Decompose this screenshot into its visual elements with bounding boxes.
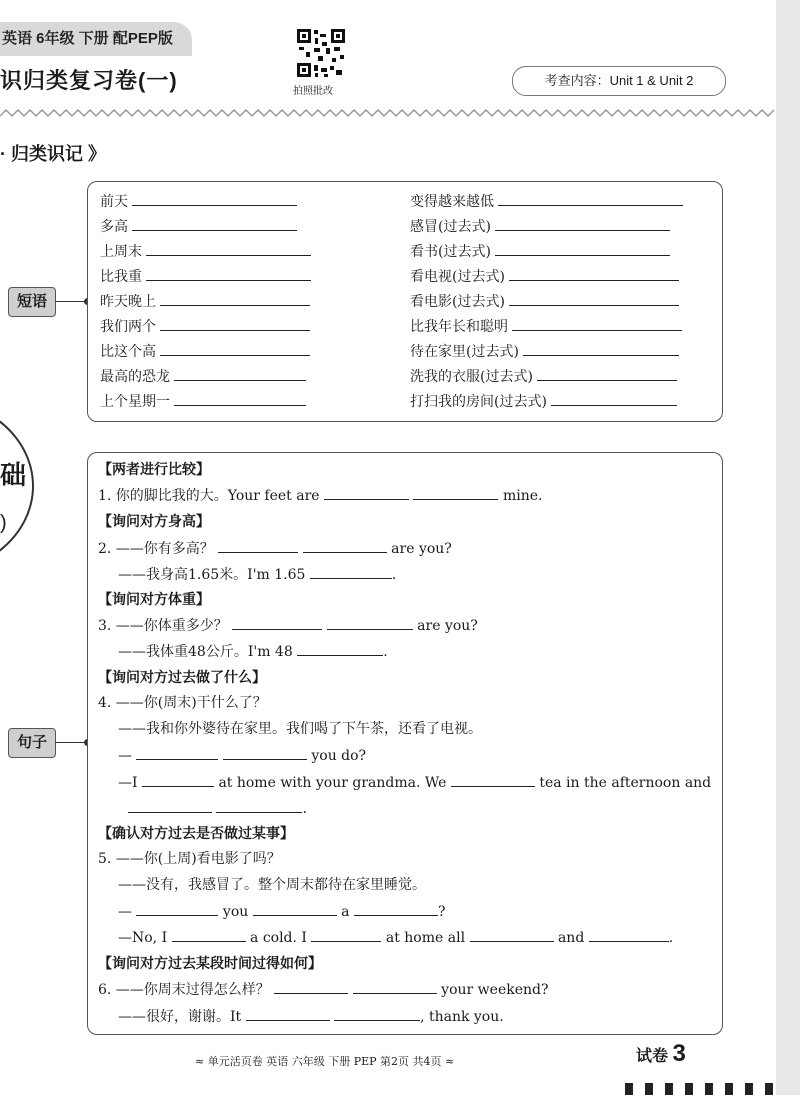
phrase-right-9: 打扫我的房间(过去式) <box>410 389 677 413</box>
answer-blank[interactable] <box>311 925 381 942</box>
answer-blank[interactable] <box>495 239 670 256</box>
answer-blank[interactable] <box>451 770 535 787</box>
answer-blank[interactable] <box>146 239 311 256</box>
answer-blank[interactable] <box>223 743 307 760</box>
phrase-left-9: 上个星期一 <box>100 389 306 413</box>
page-number: 3 <box>672 1040 686 1067</box>
side-paren: ) <box>0 512 7 534</box>
phrase-left-8: 最高的恐龙 <box>100 364 306 388</box>
answer-blank[interactable] <box>246 1004 330 1021</box>
phrase-right-1: 变得越来越低 <box>410 189 683 213</box>
answer-blank[interactable] <box>523 339 679 356</box>
zigzag-divider <box>0 96 800 124</box>
category-label: 【询问对方过去某段时间过得如何】 <box>98 955 322 971</box>
answer-blank[interactable] <box>297 639 383 656</box>
page-label-text: 试卷 <box>636 1048 669 1065</box>
answer-blank[interactable] <box>509 289 679 306</box>
phrase-left-5: 昨天晚上 <box>100 289 310 313</box>
phrase-left-4: 比我重 <box>100 264 311 288</box>
sentence-6a: 6. ——你周末过得怎么样？ your weekend? <box>98 977 548 1001</box>
phrase-left-1: 前天 <box>100 189 297 213</box>
phrase-right-2: 感冒(过去式) <box>410 214 670 238</box>
section-heading <box>0 140 106 166</box>
page-edge-shadow <box>776 0 800 1095</box>
phrase-right-6: 比我年长和聪明 <box>410 314 682 338</box>
phrase-tag: 短语 <box>8 287 56 317</box>
qr-label: 拍照批改 <box>293 86 333 97</box>
answer-blank[interactable] <box>146 264 311 281</box>
sentence-5d: —No, I a cold. I at home all and . <box>118 925 673 949</box>
sentence-4a: 4. ——你(周末)干什么了？ <box>98 695 267 711</box>
answer-blank[interactable] <box>174 364 306 381</box>
answer-blank[interactable] <box>310 562 392 579</box>
sentence-4e: . <box>128 796 307 820</box>
answer-blank[interactable] <box>413 483 498 500</box>
scope-badge: 考查内容：Unit 1 & Unit 2 <box>512 66 726 96</box>
page-label <box>636 1040 686 1068</box>
answer-blank[interactable] <box>174 389 306 406</box>
phrase-right-3: 看书(过去式) <box>410 239 670 263</box>
answer-blank[interactable] <box>142 770 214 787</box>
phrase-connector <box>55 301 87 302</box>
answer-blank[interactable] <box>512 314 682 331</box>
answer-blank[interactable] <box>334 1004 420 1021</box>
category-label: 【询问对方体重】 <box>98 591 210 607</box>
answer-blank[interactable] <box>132 189 297 206</box>
sentence-2b: ——我身高1.65米。I'm 1.65 . <box>118 562 396 586</box>
answer-blank[interactable] <box>160 289 310 306</box>
answer-blank[interactable] <box>216 796 302 813</box>
answer-blank[interactable] <box>498 189 683 206</box>
qr-code-icon[interactable] <box>296 28 346 78</box>
sentence-1: 1. 你的脚比我的大。Your feet are mine. <box>98 483 542 507</box>
answer-blank[interactable] <box>353 977 437 994</box>
answer-blank[interactable] <box>160 314 310 331</box>
phrase-left-6: 我们两个 <box>100 314 310 338</box>
answer-blank[interactable] <box>172 925 246 942</box>
category-label: 【确认对方过去是否做过某事】 <box>98 825 294 841</box>
sentence-5b: ——没有，我感冒了。整个周末都待在家里睡觉。 <box>118 877 426 893</box>
answer-blank[interactable] <box>274 977 348 994</box>
side-char: 础 <box>0 460 27 490</box>
answer-blank[interactable] <box>303 536 387 553</box>
phrase-right-5: 看电影(过去式) <box>410 289 679 313</box>
sentence-5a: 5. ——你(上周)看电影了吗？ <box>98 851 281 867</box>
answer-blank[interactable] <box>509 264 679 281</box>
page-footer: ≈ 单元活页卷 英语 六年级 下册 PEP 第2页 共4页 ≈ <box>195 1055 455 1068</box>
bracket-icon: 》 <box>83 144 107 164</box>
answer-blank[interactable] <box>132 214 297 231</box>
answer-blank[interactable] <box>537 364 677 381</box>
sentence-connector <box>55 742 87 743</box>
sentence-4d: —I at home with your grandma. We tea in the afternoon and <box>118 770 711 794</box>
answer-blank[interactable] <box>218 536 298 553</box>
category-label: 【两者进行比较】 <box>98 461 210 477</box>
answer-blank[interactable] <box>232 613 322 630</box>
sentence-5c: — you a ? <box>118 899 446 923</box>
answer-blank[interactable] <box>470 925 554 942</box>
sentence-6b: ——很好，谢谢。It , thank you. <box>118 1004 504 1028</box>
answer-blank[interactable] <box>327 613 413 630</box>
answer-blank[interactable] <box>551 389 677 406</box>
sentence-3a: 3. ——你体重多少？ are you? <box>98 613 478 637</box>
page-title: 识归类复习卷(一) <box>0 68 178 93</box>
answer-blank[interactable] <box>136 743 218 760</box>
grade-tab: 英语 6年级 下册 配PEP版 <box>0 22 192 56</box>
phrase-right-8: 洗我的衣服(过去式) <box>410 364 677 388</box>
phrase-left-2: 多高 <box>100 214 297 238</box>
answer-blank[interactable] <box>324 483 409 500</box>
answer-blank[interactable] <box>128 796 212 813</box>
sentence-tag: 句子 <box>8 728 56 758</box>
answer-blank[interactable] <box>136 899 218 916</box>
sentence-2a: 2. ——你有多高？ are you? <box>98 536 452 560</box>
phrase-left-7: 比这个高 <box>100 339 310 363</box>
bottom-ticks <box>625 1083 775 1095</box>
sentence-3b: ——我体重48公斤。I'm 48 . <box>118 639 388 663</box>
answer-blank[interactable] <box>354 899 438 916</box>
category-label: 【询问对方身高】 <box>98 513 210 529</box>
phrase-left-3: 上周末 <box>100 239 311 263</box>
phrase-box <box>87 181 723 422</box>
sentence-4b: ——我和你外婆待在家里。我们喝了下午茶，还看了电视。 <box>118 721 482 737</box>
phrase-right-4: 看电视(过去式) <box>410 264 679 288</box>
answer-blank[interactable] <box>253 899 337 916</box>
sentence-4c: — you do? <box>118 743 366 767</box>
sentence-box <box>87 452 723 1035</box>
answer-blank[interactable] <box>160 339 310 356</box>
section-title: · 归类识记 <box>0 144 83 164</box>
category-label: 【询问对方过去做了什么】 <box>98 669 266 685</box>
answer-blank[interactable] <box>589 925 669 942</box>
answer-blank[interactable] <box>495 214 670 231</box>
phrase-right-7: 待在家里(过去式) <box>410 339 679 363</box>
